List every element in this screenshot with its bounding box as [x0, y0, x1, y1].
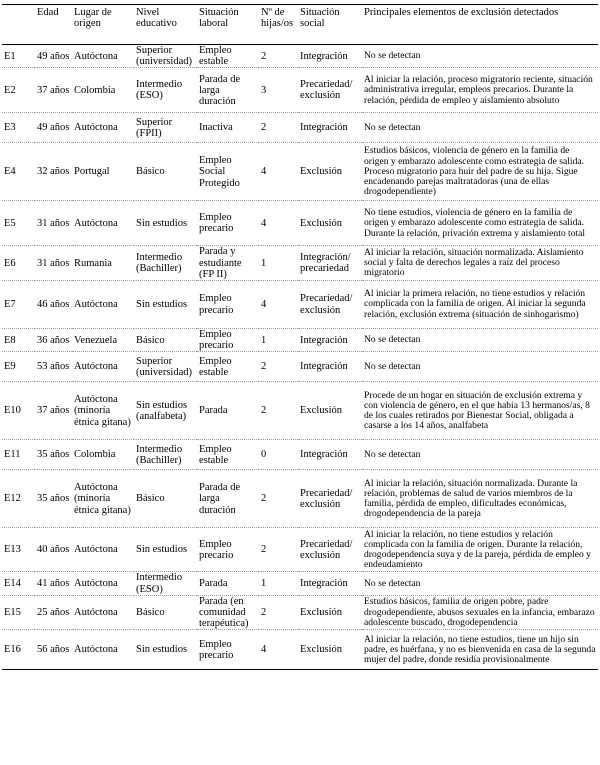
row-laboral: Empleo estable [199, 45, 232, 68]
row-elementos: No se detectan [364, 334, 421, 346]
row-nivel: Sin estudios (analfabeta) [136, 399, 188, 422]
row-id: E11 [4, 449, 21, 461]
row-id: E16 [4, 644, 21, 656]
row-elementos: Procede de un hogar en situación de exclusión extrema y con violencia de género, en el que había 13 hermanos/as, 8 de los cuales retirados por Bienestar Social, obligada a casarse a los 14 años, analfabeta [364, 389, 590, 432]
row-edad: 35 años [37, 449, 70, 461]
row-origen: Autóctona (minoría étnica gitana) [74, 482, 131, 516]
row-nivel: Básico [136, 607, 165, 619]
row-elementos: Al iniciar la relación, situación normalizada. Aislamiento social y falta de derechos legales a raíz del proceso migratorio [364, 246, 584, 279]
row-origen: Autóctona [74, 217, 118, 229]
row-id: E8 [4, 334, 16, 346]
row-social: Precariedad/ exclusión [300, 538, 353, 561]
row-social: Exclusión [300, 405, 342, 417]
row-elementos: No tiene estudios, violencia de género en la familia de origen y embarazo adolescente como estrategia de salida. Durante la relación, privación extrema y aislamiento total [364, 207, 586, 239]
row-elementos: No se detectan [364, 448, 421, 460]
row-social: Precariedad/ exclusión [300, 487, 353, 510]
row-social: Exclusión [300, 217, 342, 229]
row-nivel: Sin estudios [136, 644, 188, 656]
row-hijos: 2 [261, 122, 267, 134]
table-row [2, 595, 598, 630]
row-edad: 37 años [37, 84, 70, 96]
table-row [2, 572, 598, 595]
row-laboral: Parada (en comunidad terapéutica) [199, 595, 249, 630]
row-id: E9 [4, 361, 16, 373]
row-origen: Autóctona [74, 607, 118, 619]
row-edad: 53 años [37, 361, 70, 373]
row-hijos: 2 [261, 361, 267, 373]
row-origen: Autóctona [74, 122, 118, 134]
row-laboral: Empleo estable [199, 443, 232, 466]
row-laboral: Empleo precario [199, 538, 234, 561]
row-nivel: Superior (FPII) [136, 116, 173, 139]
table-row [2, 440, 598, 470]
row-laboral: Parada de larga duración [199, 73, 241, 107]
header-id [2, 5, 35, 45]
row-hijos: 3 [261, 84, 267, 96]
row-hijos: 1 [261, 578, 267, 590]
row-id: E2 [4, 84, 16, 96]
row-hijos: 4 [261, 298, 267, 310]
row-laboral: Parada [199, 578, 228, 590]
row-nivel: Sin estudios [136, 217, 188, 229]
row-id: E14 [4, 578, 21, 590]
row-hijos: 4 [261, 166, 267, 178]
row-edad: 49 años [37, 122, 70, 134]
row-laboral: Empleo precario [199, 293, 234, 316]
row-elementos: No se detectan [364, 577, 421, 589]
row-id: E7 [4, 298, 16, 310]
row-social: Precariedad/ exclusión [300, 293, 353, 316]
row-hijos: 0 [261, 449, 267, 461]
row-origen: Autóctona [74, 361, 118, 373]
row-edad: 37 años [37, 405, 70, 417]
table-row [2, 68, 598, 113]
row-id: E1 [4, 50, 16, 62]
row-edad: 46 años [37, 298, 70, 310]
row-origen: Portugal [74, 166, 110, 178]
row-social: Integración [300, 334, 348, 346]
table-row [2, 329, 598, 352]
row-nivel: Básico [136, 493, 165, 505]
row-id: E6 [4, 257, 16, 269]
row-id: E5 [4, 217, 16, 229]
row-origen: Autóctona [74, 298, 118, 310]
table-row [2, 352, 598, 382]
row-nivel: Intermedio (ESO) [136, 79, 183, 102]
row-hijos: 2 [261, 405, 267, 417]
header-edad: Edad [35, 5, 72, 45]
row-social: Precariedad/ exclusión [300, 79, 353, 102]
row-nivel: Superior (universidad) [136, 45, 192, 68]
row-origen: Autóctona [74, 578, 118, 590]
row-social: Integración [300, 122, 348, 134]
row-edad: 31 años [37, 217, 70, 229]
row-elementos: Al iniciar la relación, no tiene estudios y relación complicada con la familia de origen. Durante la relación, drogodependencia suya y de la pareja, pérdida de empleo y endeudamiento [364, 528, 591, 571]
row-edad: 25 años [37, 607, 70, 619]
header-laboral: Situación laboral [197, 5, 259, 45]
header-hijos: Nº de hijas/os [259, 5, 298, 45]
table-row [2, 281, 598, 329]
row-laboral: Empleo Social Protegido [199, 155, 240, 189]
row-social: Integración [300, 449, 348, 461]
row-origen: Venezuela [74, 334, 118, 346]
row-hijos: 4 [261, 644, 267, 656]
header-row [2, 5, 598, 45]
row-laboral: Parada de larga duración [199, 482, 241, 516]
row-nivel: Sin estudios [136, 298, 188, 310]
row-elementos: Al iniciar la relación, situación normalizada. Durante la relación, problemas de salud de varios miembros de la familia, pérdida de empleo, dificultades económicas, drogodependencia de la pareja [364, 477, 578, 520]
row-nivel: Básico [136, 166, 165, 178]
row-elementos: Al iniciar la relación, no tiene estudios, tiene un hijo sin padre, es huérfana, y no es bienvenida en casa de la segunda mujer del padre, donde residía provisionalmente [364, 633, 596, 666]
row-elementos: Estudios básicos, violencia de género en la familia de origen y embarazo adolescente como estrategia de salida. Proceso migratorio para huir del padre de su hija. Sigue encadenando parejas maltratadoras (una de ellas drogodependiente) [364, 145, 585, 198]
table-row [2, 201, 598, 246]
row-origen: Rumania [74, 257, 112, 269]
row-nivel: Intermedio (Bachiller) [136, 252, 183, 275]
row-nivel: Sin estudios [136, 544, 188, 556]
row-social: Integración [300, 50, 348, 62]
row-hijos: 2 [261, 493, 267, 505]
row-origen: Autóctona [74, 544, 118, 556]
row-origen: Colombia [74, 84, 116, 96]
table-row [2, 528, 598, 572]
row-origen: Autóctona [74, 644, 118, 656]
row-social: Exclusión [300, 166, 342, 178]
row-id: E12 [4, 493, 21, 505]
row-edad: 35 años [37, 493, 70, 505]
row-laboral: Parada y estudiante (FP II) [199, 246, 242, 280]
header-origen: Lugar de origen [72, 5, 134, 45]
exclusion-table [2, 4, 598, 670]
row-edad: 56 años [37, 644, 70, 656]
row-hijos: 2 [261, 544, 267, 556]
row-elementos: Al iniciar la relación, proceso migratorio reciente, situación administrativa irregular, empleos precarios. Durante la relación, pérdida de empleo y aislamiento absoluto [364, 74, 593, 106]
row-origen: Colombia [74, 449, 116, 461]
row-edad: 41 años [37, 578, 70, 590]
row-social: Integración/ precariedad [300, 252, 351, 275]
table-row [2, 45, 598, 68]
row-id: E4 [4, 166, 16, 178]
row-nivel: Básico [136, 334, 165, 346]
row-elementos: No se detectan [364, 360, 421, 372]
header-elementos: Principales elementos de exclusión detectados [362, 5, 598, 45]
row-hijos: 1 [261, 334, 267, 346]
row-id: E15 [4, 607, 21, 619]
row-social: Integración [300, 361, 348, 373]
row-hijos: 4 [261, 217, 267, 229]
row-origen: Autóctona (minoría étnica gitana) [74, 394, 131, 428]
table-row [2, 246, 598, 281]
row-nivel: Superior (universidad) [136, 355, 192, 378]
row-edad: 40 años [37, 544, 70, 556]
row-origen: Autóctona [74, 50, 118, 62]
row-laboral: Empleo estable [199, 355, 232, 378]
row-elementos: Estudios básicos, familia de origen pobre, padre drogodependiente, abusos sexuales en la infancia, embarazo adolescente buscado, drogodependencia [364, 596, 595, 628]
row-social: Exclusión [300, 607, 342, 619]
header-social: Situación social [298, 5, 362, 45]
row-hijos: 1 [261, 257, 267, 269]
row-nivel: Intermedio (ESO) [136, 572, 183, 595]
row-laboral: Parada [199, 405, 228, 417]
row-edad: 49 años [37, 50, 70, 62]
row-laboral: Empleo precario [199, 638, 234, 661]
row-hijos: 2 [261, 50, 267, 62]
row-elementos: Al iniciar la primera relación, no tiene estudios y relación complicada con la familia de origen. Al iniciar la segunda relación, exclusión extrema (situación de sinhogarismo) [364, 288, 586, 320]
row-social: Integración [300, 578, 348, 590]
row-hijos: 2 [261, 607, 267, 619]
row-id: E3 [4, 122, 16, 134]
row-laboral: Empleo precario [199, 212, 234, 235]
row-laboral: Empleo precario [199, 329, 234, 352]
row-id: E10 [4, 405, 21, 417]
table-row [2, 470, 598, 528]
row-elementos: No se detectan [364, 121, 421, 133]
row-social: Exclusión [300, 644, 342, 656]
table-row [2, 113, 598, 143]
table-row [2, 143, 598, 201]
table-row [2, 630, 598, 670]
table-row [2, 382, 598, 440]
row-laboral: Inactiva [199, 122, 233, 134]
row-id: E13 [4, 544, 21, 556]
row-edad: 36 años [37, 334, 70, 346]
row-edad: 32 años [37, 166, 70, 178]
row-nivel: Intermedio (Bachiller) [136, 443, 183, 466]
row-edad: 31 años [37, 257, 70, 269]
header-nivel: Nivel educativo [134, 5, 197, 45]
row-elementos: No se detectan [364, 50, 421, 62]
